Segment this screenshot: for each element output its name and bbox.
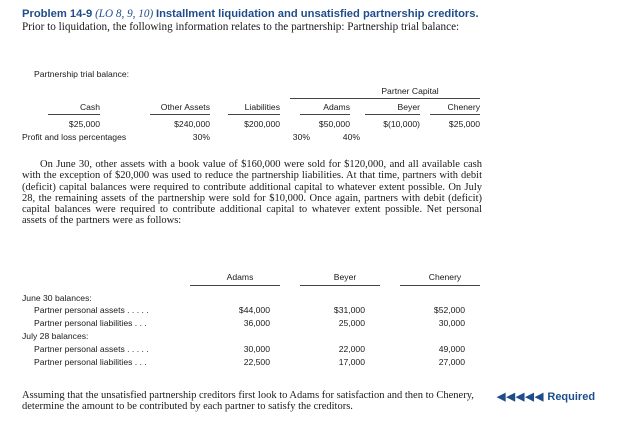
tb-header-cash: Cash bbox=[79, 102, 100, 112]
problem-number: Problem 14-9 bbox=[22, 8, 93, 20]
required-label: Required bbox=[547, 391, 596, 403]
trial-balance-label: Partnership trial balance: bbox=[34, 69, 130, 79]
cell-beyer: $31,000 bbox=[333, 305, 365, 315]
july-28-label: July 28 balances: bbox=[22, 331, 89, 341]
partner-capital-header: Partner Capital bbox=[381, 86, 439, 96]
tb-value-chenery: $25,000 bbox=[448, 119, 480, 129]
tb-header-other-assets: Other Assets bbox=[160, 102, 210, 112]
row-label: Partner personal liabilities . . . bbox=[34, 318, 147, 328]
row-label: Partner personal assets . . . . . bbox=[34, 305, 149, 315]
rule-personal-adams bbox=[190, 285, 280, 286]
pl-percentages-label: Profit and loss percentages bbox=[22, 132, 127, 142]
problem-heading bbox=[22, 8, 492, 34]
tb-value-cash: $25,000 bbox=[68, 119, 100, 129]
cell-adams: 36,000 bbox=[243, 318, 270, 328]
pl-chenery: 40% bbox=[342, 132, 360, 142]
cell-chenery: 30,000 bbox=[438, 318, 465, 328]
rule-beyer bbox=[365, 114, 420, 115]
rule-chenery bbox=[430, 114, 480, 115]
pl-beyer: 30% bbox=[292, 132, 310, 142]
required-marker bbox=[497, 390, 595, 403]
pl-adams: 30% bbox=[192, 132, 210, 142]
personal-header-beyer: Beyer bbox=[333, 272, 357, 282]
rule-personal-beyer bbox=[300, 285, 380, 286]
tb-value-beyer: $(10,000) bbox=[383, 119, 420, 129]
cell-chenery: $52,000 bbox=[433, 305, 465, 315]
personal-header-adams: Adams bbox=[226, 272, 254, 282]
personal-header-chenery: Chenery bbox=[428, 272, 462, 282]
cell-adams: 22,500 bbox=[243, 357, 270, 367]
cell-chenery: 49,000 bbox=[438, 344, 465, 354]
cell-beyer: 22,000 bbox=[338, 344, 365, 354]
rule-adams bbox=[300, 114, 350, 115]
cell-adams: $44,000 bbox=[238, 305, 270, 315]
rule-liabilities bbox=[228, 114, 280, 115]
tb-header-liabilities: Liabilities bbox=[244, 102, 280, 112]
problem-title: Installment liquidation and unsatisfied partnership creditors. bbox=[155, 8, 479, 20]
question-text: Assuming that the unsatisfied partnership creditors first look to Adams for satisfaction and then to Chenery, determine the amount to be contributed by each partner to satisfy the creditors. bbox=[22, 390, 474, 413]
arrow-left-icon: ◀◀◀◀◀ bbox=[497, 391, 545, 403]
tb-value-liabilities: $200,000 bbox=[244, 119, 280, 129]
june-30-label: June 30 balances: bbox=[22, 293, 92, 303]
partner-capital-rule bbox=[290, 98, 480, 99]
tb-value-other-assets: $240,000 bbox=[174, 119, 210, 129]
learning-objectives: (LO 8, 9, 10) bbox=[95, 8, 154, 20]
tb-header-beyer: Beyer bbox=[397, 102, 420, 112]
rule-other-assets bbox=[150, 114, 210, 115]
cell-beyer: 25,000 bbox=[338, 318, 365, 328]
cell-beyer: 17,000 bbox=[338, 357, 365, 367]
rule-personal-chenery bbox=[400, 285, 480, 286]
cell-adams: 30,000 bbox=[243, 344, 270, 354]
row-label: Partner personal assets . . . . . bbox=[34, 344, 149, 354]
cell-chenery: 27,000 bbox=[438, 357, 465, 367]
tb-header-adams: Adams bbox=[323, 102, 350, 112]
problem-intro: Prior to liquidation, the following information relates to the partnership: Partnership trial balance: bbox=[22, 21, 460, 33]
tb-value-adams: $50,000 bbox=[318, 119, 350, 129]
rule-cash bbox=[48, 114, 100, 115]
liquidation-narrative: On June 30, other assets with a book value of $160,000 were sold for $120,000, and all available cash with the exception of $20,000 was used to reduce the partnership liabilities. At that time, partners with debit (deficit) capital balances were required to contribute additional capital to whatever extent possible. On July 28, the remaining assets of the partnership were sold for $10,000. Once again, partners with debit (deficit) capital balances were required to contribute additional capital to whatever extent possible. Net personal assets of the partners were as follows: bbox=[22, 159, 482, 227]
tb-header-chenery: Chenery bbox=[447, 102, 480, 112]
row-label: Partner personal liabilities . . . bbox=[34, 357, 147, 367]
